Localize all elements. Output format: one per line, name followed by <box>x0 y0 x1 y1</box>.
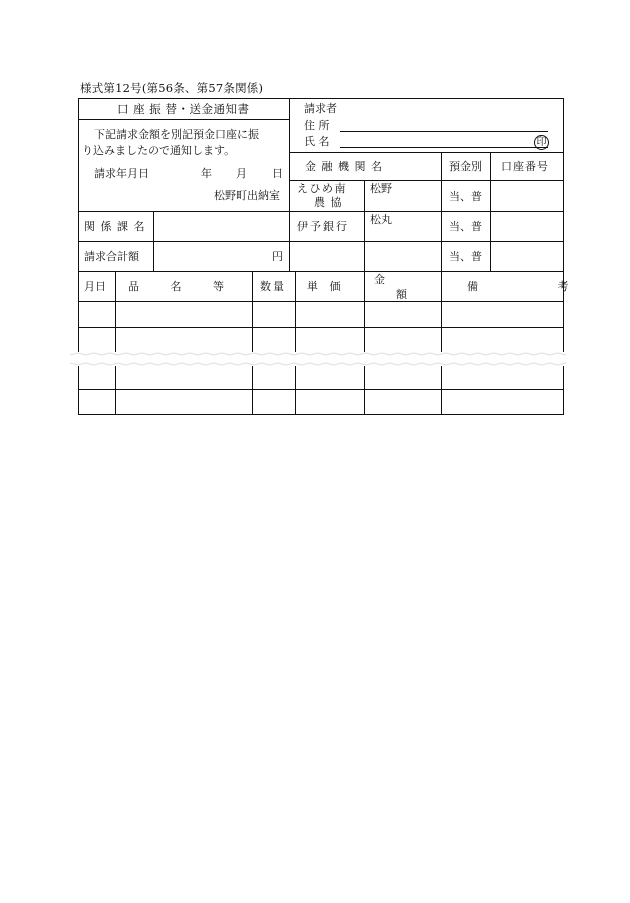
notice-text-line2: り込みましたので通知します。 <box>82 144 236 157</box>
line-item-row1 <box>78 327 564 328</box>
items-header-amount-bottom: 額 <box>396 288 407 301</box>
items-header-remarks: 備 考 <box>467 280 607 293</box>
bank-type-divider <box>441 152 442 271</box>
items-header-date: 月日 <box>84 280 106 293</box>
notice-text-line1: 下記請求金額を別記預金口座に振 <box>94 128 259 141</box>
name-line <box>340 147 548 148</box>
form-caption: 様式第12号(第56条、第57条関係) <box>80 81 264 95</box>
line-item-row3 <box>78 389 564 390</box>
tear-edge-icon <box>70 352 570 366</box>
date-day-label: 日 <box>272 167 283 180</box>
border-right <box>563 98 564 415</box>
bank2-branch: 松丸 <box>370 213 392 226</box>
bank1-branch: 松野 <box>370 182 392 195</box>
bank1-name-line1: えひめ南 <box>297 182 347 195</box>
col-qty-divider <box>295 271 296 415</box>
office-name: 松野町出納室 <box>214 189 280 202</box>
seal-icon: 印 <box>534 135 549 150</box>
line-under-claimant <box>289 152 564 153</box>
line-items-top <box>78 271 564 272</box>
items-header-amount-top: 金 <box>374 273 385 286</box>
line-under-office <box>78 211 289 212</box>
dept-label: 関 係 課 名 <box>84 220 146 233</box>
address-line <box>340 131 548 132</box>
items-header-unit-price: 単 価 <box>307 280 345 293</box>
center-divider <box>289 98 290 271</box>
col-price-divider <box>364 271 365 415</box>
yen-unit: 円 <box>272 250 283 263</box>
request-date-label: 請求年月日 <box>94 167 149 180</box>
items-header-item: 品 名 等 <box>128 280 238 293</box>
tear-gap <box>70 352 570 366</box>
col-item-divider <box>252 271 253 415</box>
form-title: 口 座 振 替・送金通知書 <box>117 102 250 116</box>
bank-header-deposit-type: 預金別 <box>449 160 482 173</box>
border-top <box>78 98 564 99</box>
claimant-label: 請求者 <box>304 102 337 115</box>
col-date-divider <box>115 271 116 415</box>
bank3-deposit-type: 当、普 <box>449 250 482 263</box>
name-label: 氏 名 <box>304 135 330 148</box>
date-year-label: 年 <box>201 167 212 180</box>
address-label: 住 所 <box>304 119 330 132</box>
col-amount-divider <box>441 271 442 415</box>
bank-account-divider <box>490 152 491 271</box>
line-under-title <box>78 119 289 120</box>
bank1-name-line2: 農 協 <box>314 196 343 209</box>
label-divider <box>153 211 154 271</box>
items-header-qty: 数量 <box>260 280 286 293</box>
bank-header-account-no: 口座番号 <box>501 160 549 173</box>
date-month-label: 月 <box>236 167 247 180</box>
line-under-bank-header <box>289 180 564 181</box>
bank2-name: 伊予銀行 <box>297 220 349 233</box>
bank-branch-divider <box>364 180 365 271</box>
border-left <box>78 98 79 415</box>
bank-header-institution: 金 融 機 関 名 <box>305 160 383 173</box>
line-bank-row2 <box>289 241 564 242</box>
line-items-header <box>78 301 564 302</box>
line-under-dept <box>78 241 289 242</box>
bank2-deposit-type: 当、普 <box>449 220 482 233</box>
border-bottom <box>78 414 564 415</box>
total-label: 請求合計額 <box>84 250 139 263</box>
line-bank-row1 <box>289 211 564 212</box>
bank1-deposit-type: 当、普 <box>449 190 482 203</box>
